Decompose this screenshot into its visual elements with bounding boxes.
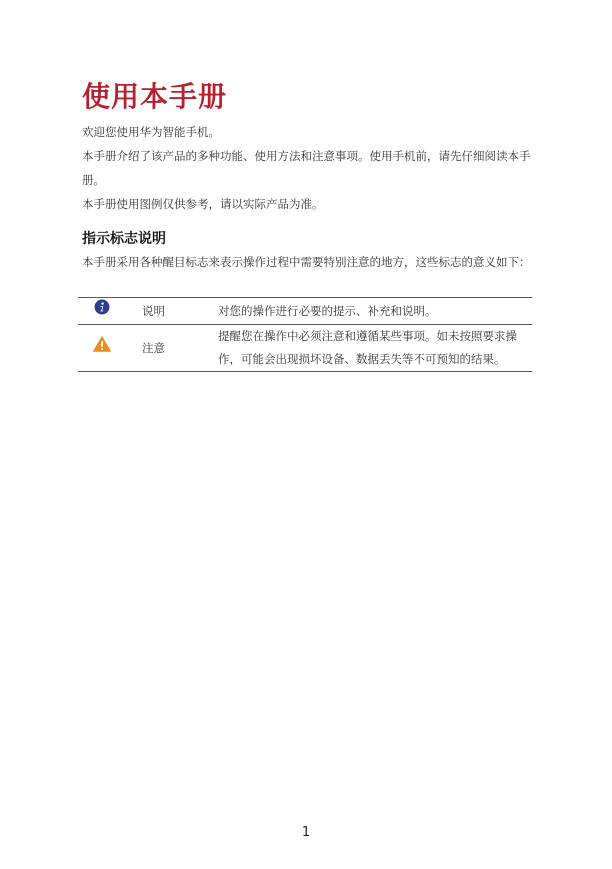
symbol-row-note (78, 298, 532, 325)
intro-disclaimer: 本手册使用图例仅供参考，请以实际产品为准。 (82, 197, 324, 211)
symbol-row-caution (78, 325, 532, 372)
symbol-name: 注意 (142, 340, 165, 355)
page-number: 1 (301, 825, 311, 840)
symbol-description: 对您的操作进行必要的提示、补充和说明。 (218, 303, 437, 318)
info-icon (94, 299, 110, 323)
symbol-description: 提醒您在操作中必须注意和遵循某些事项。如未按照要求操作，可能会出现损坏设备、数据丢失等不可预知的结果。 (218, 329, 517, 366)
intro-overview: 本手册介绍了该产品的多种功能、使用方法和注意事项。使用手机前，请先仔细阅读本手册。 (82, 149, 531, 187)
section-description: 本手册采用各种醒目标志来表示操作过程中需要特别注意的地方，这些标志的意义如下： (82, 255, 531, 269)
page-title: 使用本手册 (82, 80, 228, 113)
warning-icon (93, 336, 111, 360)
symbol-name: 说明 (142, 303, 165, 318)
intro-welcome: 欢迎您使用华为智能手机。 (82, 125, 220, 139)
symbol-table (78, 297, 532, 372)
section-heading: 指示标志说明 (82, 231, 166, 247)
